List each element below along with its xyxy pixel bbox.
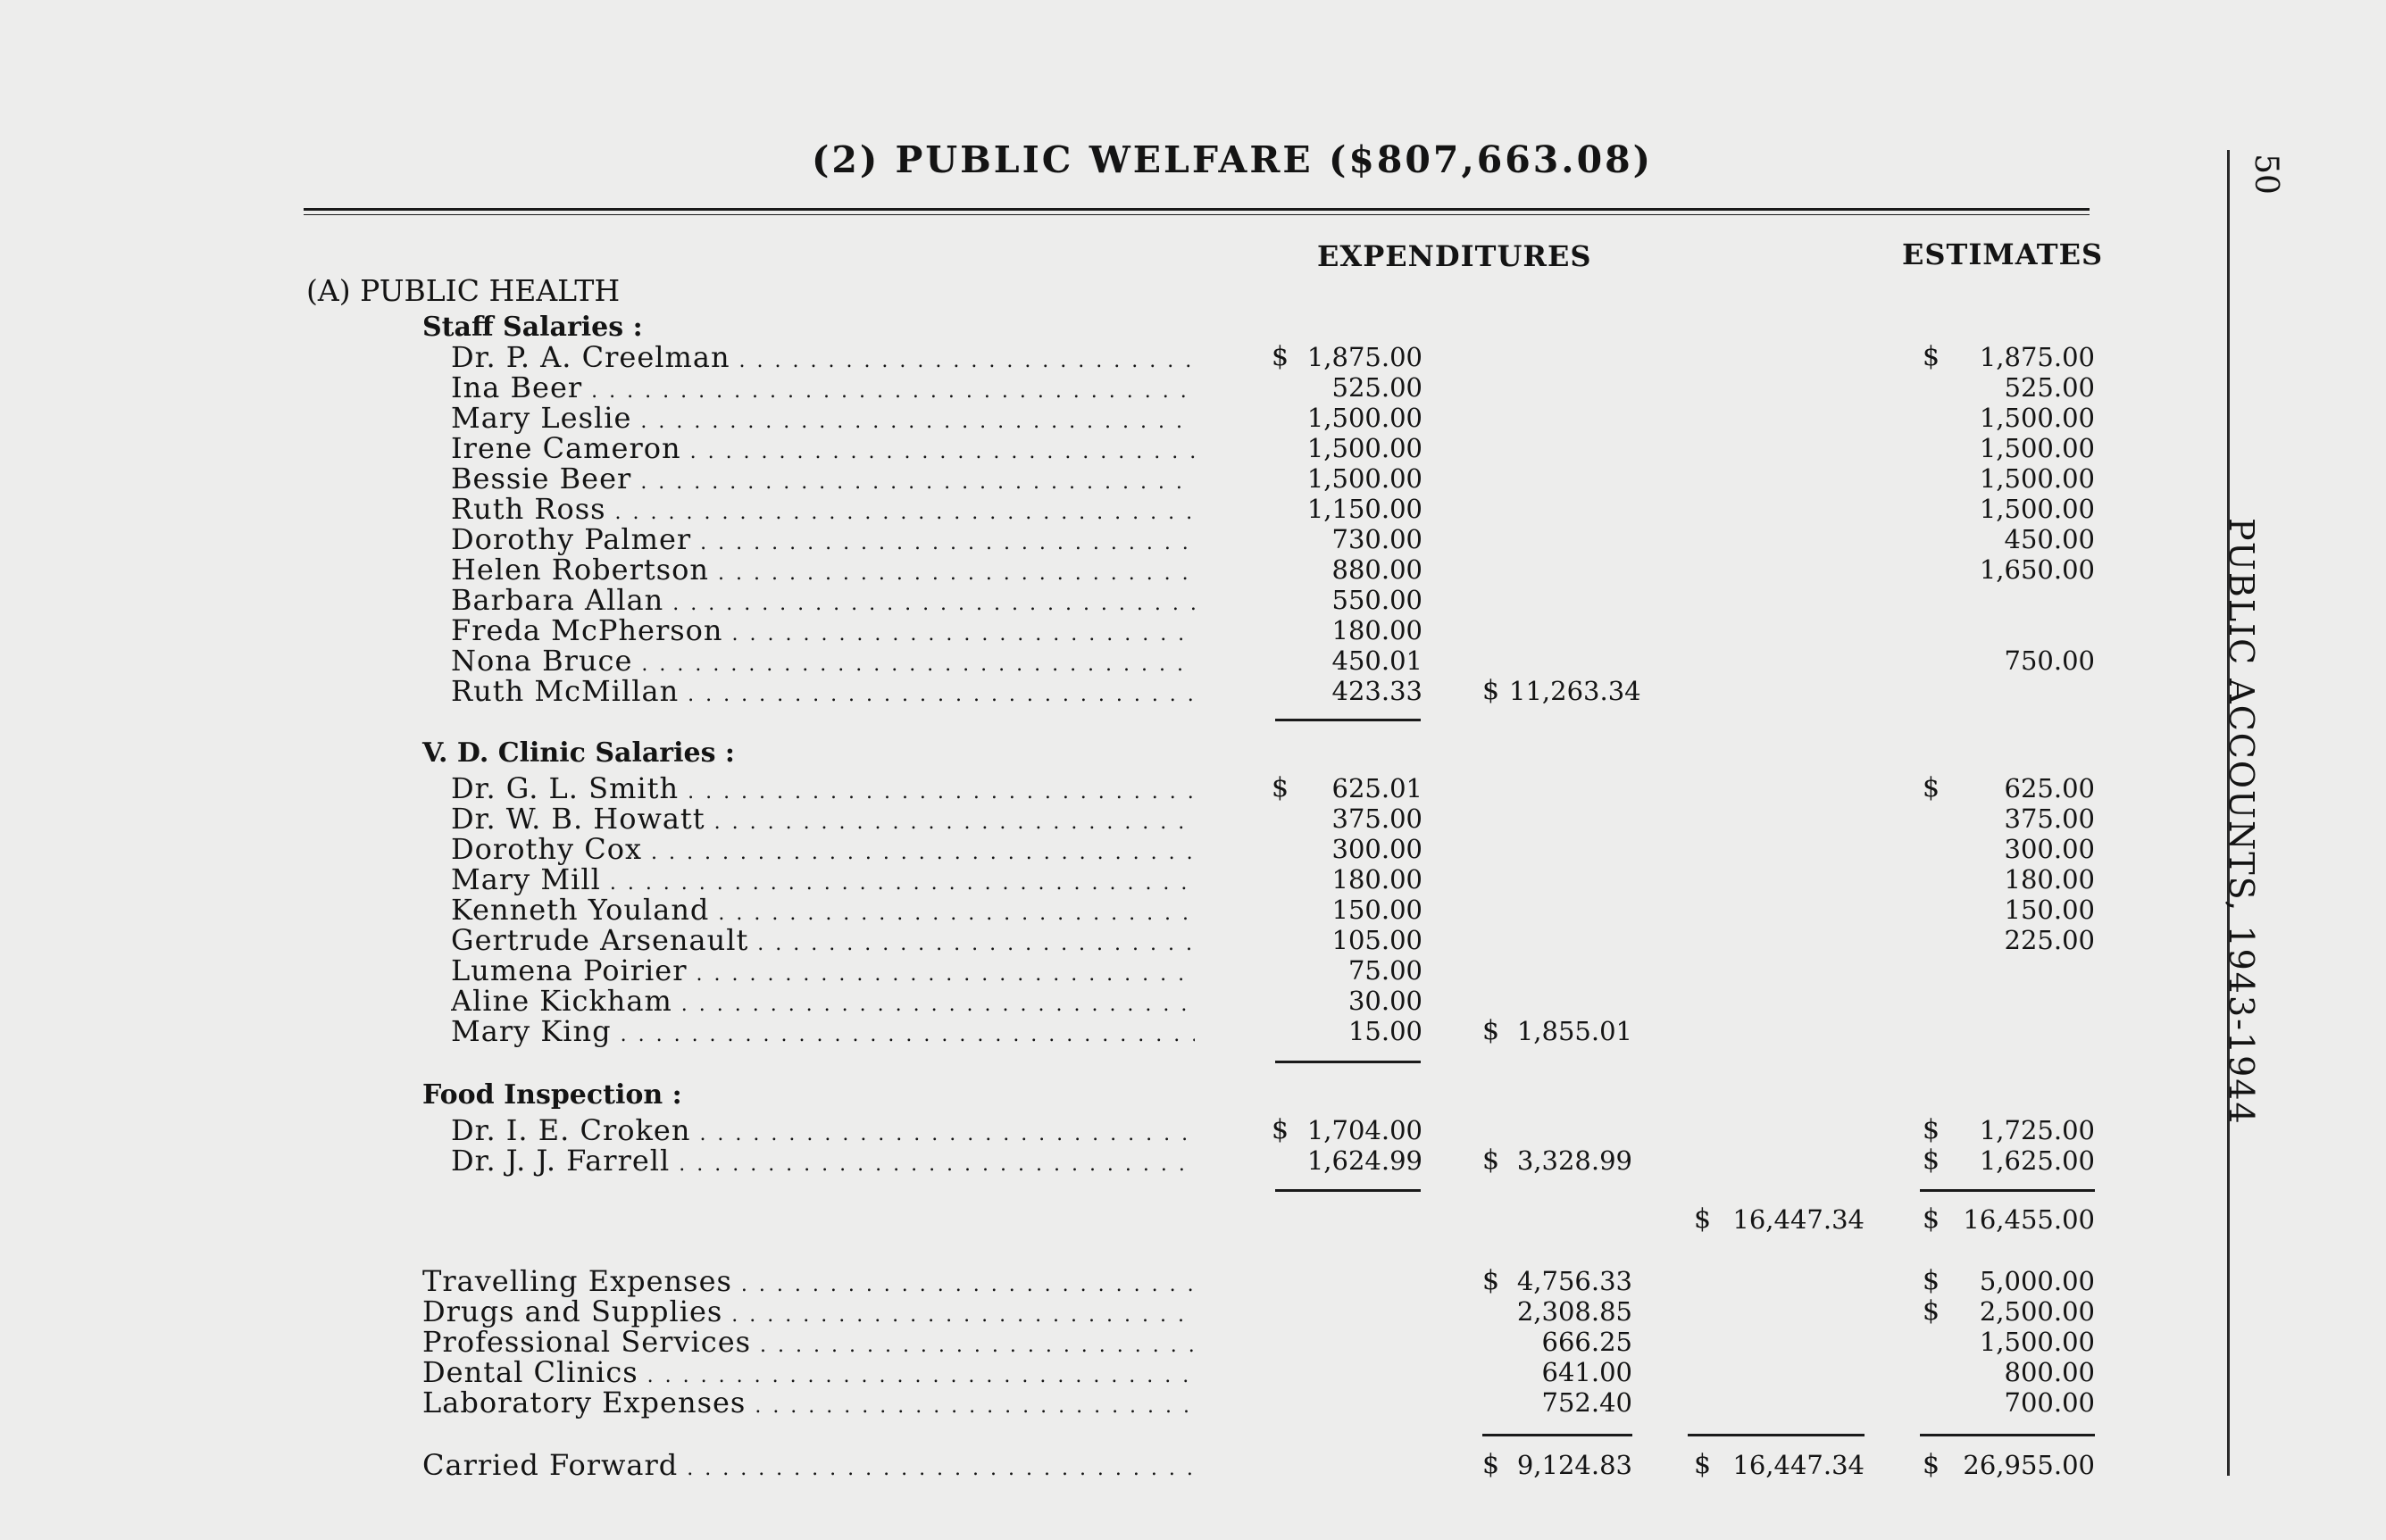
dollar-sign: $ (1482, 1145, 1500, 1176)
expenditure-amount: 105.00 (1331, 925, 1422, 955)
expense-amount: 4,756.33 (1516, 1266, 1632, 1296)
estimate-amount: 375.00 (2004, 803, 2095, 834)
expenditures-heading: EXPENDITURES (1317, 239, 1592, 273)
salaries-total-row (0, 1204, 2386, 1235)
table-row (0, 773, 2386, 803)
table-row (0, 895, 2386, 925)
table-row (0, 955, 2386, 986)
food-underline (1275, 1189, 1421, 1192)
expenditure-amount: 880.00 (1331, 554, 1422, 585)
vd-clinic-heading: V. D. Clinic Salaries : (422, 737, 735, 769)
table-row (0, 803, 2386, 834)
estimate-amount: 180.00 (2004, 864, 2095, 895)
table-row (0, 494, 2386, 524)
expenditure-amount: 375.00 (1331, 803, 1422, 834)
expenditure-amount: 525.00 (1331, 372, 1422, 403)
expenditure-amount: 450.01 (1331, 645, 1422, 676)
expense-name: Dental Clinics . . . (422, 1357, 1195, 1392)
estimate-amount: 1,625.00 (1979, 1145, 2095, 1176)
payee-name: Irene Cameron . . . (451, 433, 1195, 468)
estimate-final-underline (1920, 1434, 2095, 1436)
payee-name: Dr. G. L. Smith . . . (451, 773, 1195, 808)
dollar-sign: $ (1923, 1265, 1940, 1296)
expenditure-amount: 15.00 (1347, 1016, 1422, 1046)
dollar-sign: $ (1272, 341, 1289, 372)
dollar-sign: $ (1694, 1203, 1712, 1235)
running-title-text: PUBLIC ACCOUNTS, 1943-1944 (2222, 518, 2261, 1126)
table-row (0, 1387, 2386, 1418)
expenditure-amount: 30.00 (1347, 986, 1422, 1016)
payee-name: Mary King . . . (451, 1016, 1195, 1051)
vd-underline (1275, 1061, 1421, 1063)
dollar-sign: $ (1923, 772, 1940, 803)
estimate-amount: 1,500.00 (1979, 463, 2095, 494)
estimate-amount: 150.00 (2004, 895, 2095, 925)
dollar-sign: $ (1923, 1295, 1940, 1327)
payee-name: Barbara Allan . . . (451, 585, 1195, 620)
payee-name: Kenneth Youland . . . (451, 895, 1195, 929)
table-row (0, 403, 2386, 433)
payee-name: Dr. J. J. Farrell . . . (451, 1145, 1195, 1180)
total-underline (1688, 1434, 1865, 1436)
table-row (0, 1327, 2386, 1357)
payee-name: Dr. P. A. Creelman . . . (451, 342, 1195, 377)
payee-name: Mary Leslie . . . (451, 403, 1195, 437)
estimate-amount: 1,500.00 (1979, 433, 2095, 463)
table-row (0, 1016, 2386, 1046)
estimate-amount: 525.00 (2004, 372, 2095, 403)
payee-name: Dorothy Cox . . . (451, 834, 1195, 869)
dollar-sign: $ (1272, 772, 1289, 803)
expenditure-amount: 150.00 (1331, 895, 1422, 925)
expense-name: Laboratory Expenses . . . (422, 1387, 1195, 1422)
carried-forward-estimate: 26,955.00 (1963, 1450, 2095, 1480)
table-row (0, 554, 2386, 585)
estimate-amount: 1,875.00 (1979, 342, 2095, 372)
table-row (0, 463, 2386, 494)
table-row (0, 925, 2386, 955)
estimate-amount: 750.00 (2004, 645, 2095, 676)
expenditure-amount: 1,875.00 (1306, 342, 1422, 372)
dollar-sign: $ (1482, 1265, 1500, 1296)
table-row (0, 585, 2386, 615)
estimate-amount: 300.00 (2004, 834, 2095, 864)
expenditure-amount: 180.00 (1331, 864, 1422, 895)
dollar-sign: $ (1923, 341, 1940, 372)
expenditure-amount: 75.00 (1347, 955, 1422, 986)
estimate-amount: 1,500.00 (1979, 1327, 2095, 1357)
estimate-underline (1920, 1189, 2095, 1192)
salaries-estimate: 16,455.00 (1963, 1204, 2095, 1235)
expense-amount: 641.00 (1541, 1357, 1632, 1387)
salaries-total: 16,447.34 (1732, 1204, 1865, 1235)
table-row (0, 524, 2386, 554)
carried-forward-label: Carried Forward . . . (422, 1450, 1195, 1485)
estimate-amount: 800.00 (2004, 1357, 2095, 1387)
table-row (0, 1266, 2386, 1296)
estimate-amount: 5,000.00 (1979, 1266, 2095, 1296)
table-row (0, 645, 2386, 676)
page-title: (2) PUBLIC WELFARE ($807,663.08) (811, 138, 1654, 181)
title-rule (304, 208, 2090, 211)
staff-salaries-heading: Staff Salaries : (422, 312, 643, 343)
dollar-sign: $ (1482, 675, 1500, 706)
expenditure-amount: 625.01 (1331, 773, 1422, 803)
table-row (0, 433, 2386, 463)
payee-name: Dorothy Palmer . . . (451, 524, 1195, 559)
payee-name: Ruth Ross . . . (451, 494, 1195, 529)
expense-name: Travelling Expenses . . . (422, 1266, 1195, 1301)
payee-name: Ruth McMillan . . . (451, 676, 1195, 711)
table-row (0, 834, 2386, 864)
carried-forward-total: 16,447.34 (1732, 1450, 1865, 1480)
estimate-amount: 1,650.00 (1979, 554, 2095, 585)
table-row (0, 864, 2386, 895)
payee-name: Bessie Beer . . . (451, 463, 1195, 498)
table-row (0, 1357, 2386, 1387)
estimate-amount: 1,500.00 (1979, 403, 2095, 433)
table-row (0, 342, 2386, 372)
dollar-sign: $ (1272, 1114, 1289, 1145)
dollar-sign: $ (1482, 1449, 1500, 1480)
estimate-amount: 1,725.00 (1979, 1115, 2095, 1145)
table-row (0, 986, 2386, 1016)
expenditure-amount: 1,704.00 (1306, 1115, 1422, 1145)
expenditure-amount: 300.00 (1331, 834, 1422, 864)
estimate-amount: 1,500.00 (1979, 494, 2095, 524)
expenditure-amount: 1,624.99 (1306, 1145, 1422, 1176)
expenditure-amount: 1,500.00 (1306, 433, 1422, 463)
subtotal-amount: 3,328.99 (1516, 1145, 1632, 1176)
table-row (0, 615, 2386, 645)
payee-name: Nona Bruce . . . (451, 645, 1195, 680)
dollar-sign: $ (1923, 1145, 1940, 1176)
subtotal-amount: 11,263.34 (1509, 676, 1641, 706)
expense-name: Drugs and Supplies . . . (422, 1296, 1195, 1331)
payee-name: Freda McPherson . . . (451, 615, 1195, 650)
table-row (0, 1296, 2386, 1327)
expense-amount: 752.40 (1541, 1387, 1632, 1418)
expenditure-amount: 730.00 (1331, 524, 1422, 554)
carried-forward-row (0, 1450, 2386, 1480)
estimate-amount: 700.00 (2004, 1387, 2095, 1418)
expenditure-amount: 550.00 (1331, 585, 1422, 615)
payee-name: Helen Robertson . . . (451, 554, 1195, 589)
table-row (0, 372, 2386, 403)
staff-underline (1275, 719, 1421, 721)
estimates-heading: ESTIMATES (1902, 237, 2104, 271)
expenditure-amount: 1,500.00 (1306, 403, 1422, 433)
subtotal-amount: 1,855.01 (1516, 1016, 1632, 1046)
payee-name: Gertrude Arsenault . . . (451, 925, 1195, 960)
food-inspection-heading: Food Inspection : (422, 1079, 682, 1111)
estimate-amount: 625.00 (2004, 773, 2095, 803)
estimate-amount: 2,500.00 (1979, 1296, 2095, 1327)
payee-name: Dr. W. B. Howatt . . . (451, 803, 1195, 838)
payee-name: Dr. I. E. Croken . . . (451, 1115, 1195, 1150)
table-row (0, 1115, 2386, 1145)
expense-amount: 666.25 (1541, 1327, 1632, 1357)
other-underline (1482, 1434, 1632, 1436)
payee-name: Ina Beer . . . (451, 372, 1195, 407)
dollar-sign: $ (1923, 1203, 1940, 1235)
payee-name: Aline Kickham . . . (451, 986, 1195, 1020)
expense-amount: 2,308.85 (1516, 1296, 1632, 1327)
dollar-sign: $ (1923, 1449, 1940, 1480)
carried-forward-amount: 9,124.83 (1516, 1450, 1632, 1480)
payee-name: Mary Mill . . . (451, 864, 1195, 899)
dollar-sign: $ (1923, 1114, 1940, 1145)
expenditure-amount: 180.00 (1331, 615, 1422, 645)
expenditure-amount: 1,500.00 (1306, 463, 1422, 494)
estimate-amount: 225.00 (2004, 925, 2095, 955)
expense-name: Professional Services . . . (422, 1327, 1195, 1361)
table-row (0, 676, 2386, 706)
dollar-sign: $ (1482, 1015, 1500, 1046)
expenditure-amount: 423.33 (1331, 676, 1422, 706)
section-heading: (A) PUBLIC HEALTH (306, 273, 621, 308)
title-rule-thin (304, 214, 2090, 215)
page-number: 50 (2248, 154, 2284, 195)
payee-name: Lumena Poirier . . . (451, 955, 1195, 990)
expenditure-amount: 1,150.00 (1306, 494, 1422, 524)
estimate-amount: 450.00 (2004, 524, 2095, 554)
dollar-sign: $ (1694, 1449, 1712, 1480)
table-row (0, 1145, 2386, 1176)
